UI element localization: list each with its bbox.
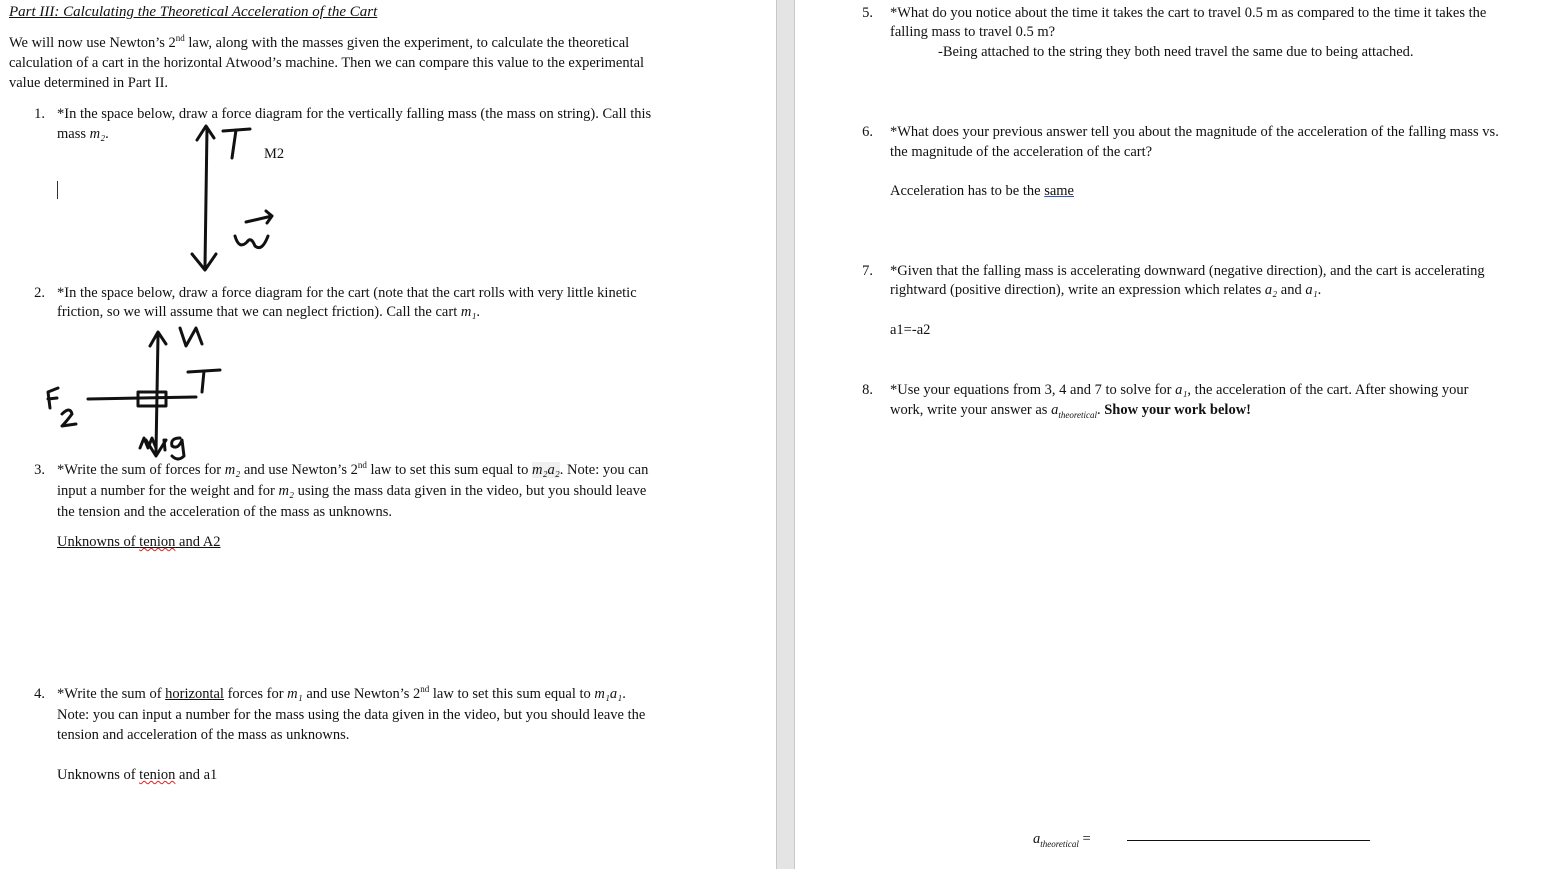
q1-w-letter bbox=[235, 236, 268, 248]
q2-line-1: *In the space below, draw a force diagram for the cart (note that the cart rolls with very little kinetic bbox=[57, 285, 637, 301]
q7-number: 7. bbox=[862, 263, 873, 279]
final-answer-blank[interactable] bbox=[1127, 840, 1370, 841]
q8-var-a1: a₁ bbox=[1175, 382, 1188, 398]
intro-line-1: We will now use Newton’s 2nd law, along with the masses given the experiment, to calculate the theoretical bbox=[9, 33, 630, 51]
q1-vertical-line bbox=[205, 128, 207, 266]
q4-answer-misspelled: tenion bbox=[139, 767, 176, 783]
q8-line-1-a: *Use your equations from 3, 4 and 7 to solve for bbox=[890, 382, 1176, 398]
q6-answer[interactable] bbox=[890, 181, 1074, 201]
q4-line-3: tension and acceleration of the mass as unknowns. bbox=[57, 727, 350, 743]
q4-answer-a: Unknowns of bbox=[57, 767, 140, 783]
q7-answer[interactable]: a1=-a2 bbox=[890, 322, 931, 338]
q5-line-1: *What do you notice about the time it takes the cart to travel 0.5 m as compared to the time it takes the bbox=[890, 5, 1487, 21]
q3-line-1-d: . Note: you can bbox=[559, 462, 649, 478]
q2-horizontal-line bbox=[88, 397, 196, 399]
part-heading: Part III: Calculating the Theoretical Acceleration of the Cart bbox=[9, 4, 378, 20]
q3-line-2-a: input a number for the weight and for bbox=[57, 483, 279, 499]
q2-1-subscript bbox=[164, 440, 165, 450]
q7-var-a2: a₂ bbox=[1264, 282, 1278, 298]
q4-answer[interactable] bbox=[57, 765, 217, 785]
q3-line-1-c: law to set this sum equal to bbox=[366, 462, 532, 478]
q8-line-2 bbox=[890, 400, 1251, 420]
q2-vertical-line bbox=[156, 336, 158, 452]
q4-var-m1: m₁ bbox=[287, 686, 303, 702]
q6-number: 6. bbox=[862, 124, 873, 140]
q4-line-1-e: . bbox=[622, 686, 626, 702]
q1-force-diagram bbox=[180, 118, 300, 278]
q3-line-3: the tension and the acceleration of the mass as unknowns. bbox=[57, 504, 393, 520]
q5-line-2: falling mass to travel 0.5 m? bbox=[890, 24, 1056, 40]
intro-line-3: value determined in Part II. bbox=[9, 75, 169, 91]
q8-show-work: Show your work below! bbox=[1104, 402, 1251, 418]
q4-line-1-a: *Write the sum of bbox=[57, 686, 166, 702]
q7-line-2-c: . bbox=[1317, 282, 1322, 298]
q3-answer-misspelled: tenion bbox=[139, 534, 176, 550]
q3-line-1-a: *Write the sum of forces for bbox=[57, 462, 225, 478]
q2-force-diagram bbox=[40, 322, 260, 462]
left-page bbox=[0, 0, 776, 869]
q4-line-1-b: forces for bbox=[223, 686, 288, 702]
q4-line-1-d: law to set this sum equal to bbox=[429, 686, 595, 702]
q5-number: 5. bbox=[862, 5, 873, 21]
q2-g-letter bbox=[172, 438, 184, 459]
q3-line-1-b: and use Newton’s 2 bbox=[240, 462, 358, 478]
q3-var-m2a2: m₂a₂ bbox=[531, 462, 560, 478]
intro-line-2: calculation of a cart in the horizontal Atwood’s machine. Then we can compare this value to the experimental bbox=[9, 55, 645, 71]
q2-line-2-a: friction, so we will assume that we can neglect friction). Call the cart bbox=[57, 304, 461, 320]
q3-answer[interactable] bbox=[57, 532, 221, 552]
q1-t-stem bbox=[232, 130, 236, 158]
q7-line-2-b: and bbox=[1277, 282, 1306, 298]
q2-var-m1: m₁ bbox=[460, 304, 477, 320]
q4-line-1 bbox=[57, 684, 626, 704]
q3-line-1 bbox=[57, 460, 648, 480]
q2-number: 2. bbox=[34, 285, 45, 301]
q8-var-a: a bbox=[1051, 402, 1059, 418]
q1-var-m2: m₂ bbox=[89, 126, 106, 142]
q1-line-2-a: mass bbox=[57, 126, 90, 142]
q3-sup-nd: nd bbox=[357, 460, 367, 471]
q3-var-m2-b: m₂ bbox=[278, 483, 294, 499]
q1-number: 1. bbox=[34, 106, 45, 122]
q3-answer-a: Unknowns of bbox=[57, 534, 140, 550]
q2-t-stem bbox=[202, 371, 204, 392]
q3-number: 3. bbox=[34, 462, 45, 478]
q3-line-2-b: using the mass data given in the video, but you should leave bbox=[293, 483, 647, 499]
q8-sub-theoretical: theoretical bbox=[1058, 409, 1097, 420]
q1-label-m2: M2 bbox=[264, 146, 285, 162]
q1-line-1: *In the space below, draw a force diagram for the vertically falling mass (the mass on string). Call this bbox=[57, 106, 652, 122]
q7-line-1: *Given that the falling mass is accelerating downward (negative direction), and the cart is accelerating bbox=[890, 263, 1485, 279]
q1-line-2 bbox=[57, 124, 109, 144]
q3-line-2 bbox=[57, 481, 646, 501]
final-sub-theoretical: theoretical bbox=[1040, 838, 1079, 849]
q6-answer-same: same bbox=[1044, 183, 1074, 199]
q4-var-m1a1: m₁a₁ bbox=[594, 686, 623, 702]
q5-answer[interactable]: -Being attached to the string they both need travel the same due to being attached. bbox=[938, 44, 1414, 60]
q2-line-2 bbox=[57, 302, 480, 322]
q4-number: 4. bbox=[34, 686, 45, 702]
page-gutter bbox=[776, 0, 795, 869]
q1-w-vector-arrow bbox=[246, 211, 272, 223]
final-equals: = bbox=[1078, 831, 1091, 847]
q4-line-1-c: and use Newton’s 2 bbox=[302, 686, 421, 702]
text-cursor bbox=[57, 181, 58, 199]
q8-final-answer-label bbox=[1033, 829, 1091, 849]
q4-sup-nd: nd bbox=[420, 684, 430, 695]
right-page bbox=[795, 0, 1566, 869]
q8-number: 8. bbox=[862, 382, 873, 398]
q2-f-subscript-2 bbox=[62, 410, 76, 426]
q2-line-2-b: . bbox=[476, 304, 480, 320]
q2-f-letter bbox=[48, 388, 58, 408]
q2-n-letter bbox=[180, 328, 202, 346]
q8-line-1 bbox=[890, 380, 1468, 400]
q3-var-m2: m₂ bbox=[224, 462, 241, 478]
final-var-a: a bbox=[1033, 831, 1041, 847]
q3-answer-c: and A2 bbox=[175, 534, 221, 550]
q4-answer-c: and a1 bbox=[175, 767, 218, 783]
q1-line-2-b: . bbox=[105, 126, 109, 142]
q7-line-2 bbox=[890, 280, 1321, 300]
q7-line-2-a: rightward (positive direction), write an expression which relates bbox=[890, 282, 1265, 298]
q6-answer-a: Acceleration has to be the bbox=[890, 183, 1045, 199]
intro-line-1-rest: law, along with the masses given the experiment, to calculate the theoretical bbox=[184, 35, 630, 51]
q8-line-2-a: work, write your answer as bbox=[890, 402, 1052, 418]
q7-var-a1: a₁ bbox=[1305, 282, 1318, 298]
q8-line-2-b: . bbox=[1096, 402, 1105, 418]
q8-line-1-b: , the acceleration of the cart. After showing your bbox=[1187, 382, 1469, 398]
q4-horizontal-word: horizontal bbox=[165, 686, 224, 702]
q6-line-2: the magnitude of the acceleration of the cart? bbox=[890, 144, 1153, 160]
q4-line-2: Note: you can input a number for the mass using the data given in the video, but you should leave the bbox=[57, 707, 646, 723]
q6-line-1: *What does your previous answer tell you about the magnitude of the acceleration of the falling mass vs. bbox=[890, 124, 1499, 140]
